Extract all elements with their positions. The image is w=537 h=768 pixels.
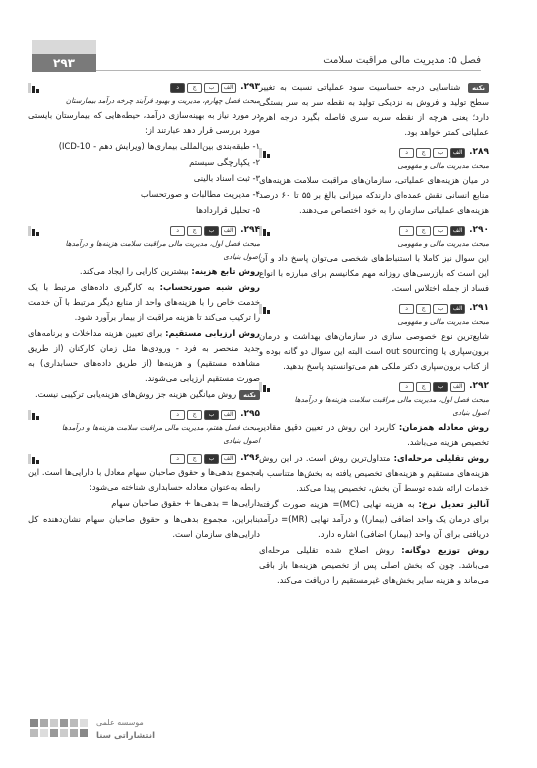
term: روش ارزیابی مستقیم: bbox=[165, 328, 261, 338]
answer-option-badge: د bbox=[170, 410, 185, 420]
answer-option-badge: الف bbox=[221, 454, 236, 464]
answer-option-badge: ب bbox=[433, 148, 448, 158]
term-definition: به کارگیری داده‌های مرتبط با یک خدمت خاص را با هزینه‌های واحد از منابع دیگر مرتبط با آن خدمت را ترکیب می‌کند تا هزینه مراقبت از بیمار برآورد شود. bbox=[28, 282, 260, 322]
answer-text: در مورد نیاز به بهینه‌سازی درآمد، حیطه‌هایی که بیمارستان بایستی مورد بررسی قرار دهد عبارتند از: bbox=[28, 110, 260, 135]
answer-option-badge: ج bbox=[187, 226, 202, 236]
difficulty-bar bbox=[267, 388, 270, 392]
difficulty-bar bbox=[263, 385, 266, 392]
answer-option-badge: ب bbox=[204, 83, 219, 93]
answer-option-badge: ج bbox=[187, 83, 202, 93]
answer-paragraph bbox=[28, 280, 260, 325]
right-column bbox=[259, 80, 489, 589]
answer-option-badge: ب bbox=[204, 410, 219, 420]
difficulty-bar bbox=[36, 460, 39, 464]
answer-paragraph bbox=[28, 264, 260, 279]
chapter-title: فصل ۵: مدیریت مالی مراقبت سلامت bbox=[323, 55, 481, 66]
answer-badges bbox=[399, 304, 465, 314]
term: روش معادله همزمان: bbox=[398, 422, 489, 432]
answer-option-badge: الف bbox=[221, 226, 236, 236]
question-subhead: اصول بنیادی bbox=[452, 408, 489, 417]
answer-option-badge: د bbox=[399, 304, 414, 314]
difficulty-icon bbox=[28, 453, 39, 464]
difficulty-icon bbox=[28, 409, 39, 420]
difficulty-bar bbox=[267, 232, 270, 236]
answer-badges bbox=[399, 226, 465, 236]
header-divider bbox=[96, 70, 481, 71]
answer-badges bbox=[170, 454, 236, 464]
question-header bbox=[259, 379, 489, 393]
question-number: ۲۹۶. bbox=[240, 453, 260, 463]
question-meta: مبحث مدیریت مالی و مفهومی bbox=[397, 161, 489, 170]
term-definition: به هزینه نهایی (MC)= هزینه صورت گرفته برای درمان یک واحد اضافی (بیمار)) و درآمد نهایی (MR)= درآمد دریافتی برای آن واحد (بیمار) اضافی) اشاره دارد. bbox=[259, 499, 489, 539]
answer-option-badge: ج bbox=[187, 410, 202, 420]
question-header bbox=[28, 407, 260, 421]
answer-option-badge: ب bbox=[204, 226, 219, 236]
difficulty-bar bbox=[263, 151, 266, 158]
list-item: ۳- ثبت اسناد بالینی bbox=[193, 173, 260, 183]
question-header bbox=[259, 145, 489, 159]
term-definition: بیشترین کارایی را ایجاد می‌کند. bbox=[79, 266, 192, 276]
question-number: ۲۹۴. bbox=[240, 225, 260, 235]
difficulty-bar bbox=[28, 454, 31, 464]
question-meta: مبحث مدیریت مالی و مفهومی bbox=[397, 239, 489, 248]
answer-option-badge: الف bbox=[450, 382, 465, 392]
difficulty-bar bbox=[36, 89, 39, 93]
difficulty-icon bbox=[259, 147, 270, 158]
term: روش توزیع دوگانه: bbox=[401, 545, 489, 555]
answer-badges bbox=[399, 148, 465, 158]
answer-badges bbox=[170, 410, 236, 420]
answer-option-badge: د bbox=[399, 382, 414, 392]
answer-option-badge: د bbox=[399, 226, 414, 236]
answer-option-badge: الف bbox=[450, 226, 465, 236]
answer-option-badge: ب bbox=[433, 226, 448, 236]
question-number: ۲۸۹. bbox=[469, 147, 489, 157]
answer-paragraph bbox=[259, 451, 489, 496]
answer-option-badge: ج bbox=[416, 148, 431, 158]
page-number: ۲۹۳ bbox=[32, 54, 96, 72]
answer-option-badge: د bbox=[399, 148, 414, 158]
term: روش شبه صورتحساب: bbox=[159, 282, 261, 292]
answer-option-badge: الف bbox=[450, 304, 465, 314]
answer-option-badge: د bbox=[170, 454, 185, 464]
term-definition: روش اصلاح شده تقلیلی مرحله‌ای می‌باشد. چون که بخش اصلی پس از تخصیص هزینه‌ها باز باقی می‌ماند و هزینه‌ سایر بخش‌های غیرمستقیم را دریافت می‌کند. bbox=[259, 545, 489, 585]
answer-text: این سوال نیز کاملا با استنباط‌های شخصی می‌توان پاسخ داد و آن این است که بازرسی‌های روزانه مهم مکانیسم برای مبارزه با انواع فساد از جمله اختلاس است. bbox=[259, 253, 489, 293]
answer-text: مجموع بدهی‌ها و حقوق صاحبان سهام معادل با دارایی‌ها است. این رابطه به‌عنوان معادله حسابداری شناخته می‌شود: bbox=[28, 467, 260, 492]
list-item: ۱- طبقه‌بندی بین‌المللی بیماری‌ها (ویرایش دهم - ICD-10) bbox=[58, 141, 260, 151]
answer-option-badge: ج bbox=[416, 382, 431, 392]
answer-paragraph bbox=[28, 326, 260, 386]
question-number: ۲۹۵. bbox=[240, 409, 260, 419]
formula: دارایی‌ها = بدهی‌ها + حقوق صاحبان سهام bbox=[111, 498, 260, 508]
difficulty-bar bbox=[36, 232, 39, 236]
question-number: ۲۹۲. bbox=[469, 381, 489, 391]
difficulty-bar bbox=[32, 457, 35, 464]
question-subhead: اصول بنیادی bbox=[223, 436, 260, 445]
list-item: ۲- یکپارچگی سیستم bbox=[189, 157, 260, 167]
difficulty-bar bbox=[28, 83, 31, 93]
answer-option-badge: د bbox=[170, 83, 185, 93]
difficulty-icon bbox=[259, 303, 270, 314]
answer-option-badge: ج bbox=[416, 226, 431, 236]
answer-option-badge: ج bbox=[416, 304, 431, 314]
difficulty-bar bbox=[32, 413, 35, 420]
question-header bbox=[259, 223, 489, 237]
term: روش تقلیلی مرحله‌ای: bbox=[393, 453, 489, 463]
question-number: ۲۹۳. bbox=[240, 82, 260, 92]
list-item: ۴- مدیریت مطالبات و صورتحساب bbox=[140, 189, 260, 199]
difficulty-bar bbox=[32, 229, 35, 236]
difficulty-bar bbox=[263, 229, 266, 236]
answer-badges bbox=[170, 226, 236, 236]
answer-option-badge: الف bbox=[221, 83, 236, 93]
publisher-name-line1: موسسه علمی bbox=[96, 718, 144, 727]
term: روش تابع هزینه: bbox=[191, 266, 260, 276]
answer-text: شایع‌ترین نوع خصوصی سازی در سازمان‌های بهداشت و درمان برون‌سپاری یا out sourcing است البته این سوال دو گانه بوده و از کتاب برون‌سپاری دکتر ملکی هم می‌توانستید پاسخ بدهید. bbox=[259, 331, 489, 371]
note-text: روش میانگین هزینه جز روش‌های هزینه‌یابی ترکیبی نیست. bbox=[35, 389, 237, 399]
answer-option-badge: د bbox=[170, 226, 185, 236]
question-header bbox=[28, 451, 260, 465]
answer-option-badge: ج bbox=[187, 454, 202, 464]
question-header bbox=[28, 80, 260, 94]
question-meta: مبحث فصل اول، مدیریت مالی مراقبت سلامت هزینه‌ها و درآمدها bbox=[294, 395, 489, 404]
question-number: ۲۹۱. bbox=[469, 303, 489, 313]
question-meta: مبحث مدیریت مالی و مفهومی bbox=[397, 317, 489, 326]
answer-paragraph bbox=[259, 497, 489, 542]
difficulty-bar bbox=[263, 307, 266, 314]
note-tag: نکته bbox=[468, 83, 489, 93]
question-meta: مبحث فصل هفتم، مدیریت مالی مراقبت سلامت هزینه‌ها و درآمدها bbox=[61, 423, 260, 432]
question-meta: مبحث فصل اول، مدیریت مالی مراقبت سلامت هزینه‌ها و درآمدها bbox=[65, 239, 260, 248]
difficulty-bar bbox=[36, 416, 39, 420]
list-item: ۵- تحلیل قراردادها bbox=[196, 205, 260, 215]
question-header bbox=[28, 223, 260, 237]
term-definition: برای تعیین هزینه مداخلات و برنامه‌های جدید منحصر به فرد - ورودی‌ها مثل زمان کارکنان (از طریق مشاهده مستقیم) و هزینه‌ها (از طریق داده‌های حسابداری) به صورت مستقیم ارزیابی می‌شوند. bbox=[28, 328, 260, 383]
answer-badges bbox=[170, 83, 236, 93]
difficulty-bar bbox=[28, 410, 31, 420]
answer-option-badge: الف bbox=[221, 410, 236, 420]
difficulty-bar bbox=[267, 310, 270, 314]
publisher-name-line2: انتشاراتی سنا bbox=[96, 731, 155, 741]
term-definition: متداول‌ترین روش است. در این روش هزینه‌های مستقیم و هزینه‌های تخصیص یافته به بخش‌ها متناسب با خدمات ارائه شده توسط آن بخش، تخصیص پیدا می‌کند. bbox=[259, 453, 489, 493]
answer-option-badge: ب bbox=[433, 304, 448, 314]
answer-text: در میان هزینه‌های عملیاتی، سازمان‌های مراقبت سلامت هزینه‌های منابع انسانی نقش عمده‌ای دارند‌که میزانی بالغ بر ۵۵ تا ۶۰ درصد هزینه‌های عملیاتی سازمان را به خود اختصاص می‌دهند. bbox=[259, 175, 489, 215]
difficulty-bar bbox=[32, 86, 35, 93]
question-header bbox=[259, 301, 489, 315]
note-tag: نکته bbox=[239, 390, 260, 400]
difficulty-bar bbox=[28, 226, 31, 236]
answer-option-badge: ب bbox=[204, 454, 219, 464]
difficulty-icon bbox=[259, 225, 270, 236]
intro-text: شناسایی درجه حساسیت سود عملیاتی نسبت به تغییر سطح تولید و فروش به نزدیکی تولید به نقطه سر به سر بستگی دارد؛ یعنی هرچه از نقطه سربه سری فاصله بگیرد درجه اهرم عملیاتی کمتر خواهد بود. bbox=[259, 82, 489, 137]
answer-paragraph bbox=[259, 543, 489, 588]
difficulty-icon bbox=[28, 82, 39, 93]
intro-note bbox=[259, 80, 489, 140]
answer-option-badge: الف bbox=[450, 148, 465, 158]
answer-badges bbox=[399, 382, 465, 392]
difficulty-bar bbox=[267, 154, 270, 158]
question-subhead: اصول بنیادی bbox=[223, 252, 260, 261]
answer-paragraph bbox=[259, 420, 489, 450]
answer-option-badge: ب bbox=[433, 382, 448, 392]
left-column bbox=[28, 80, 260, 543]
answer-text: بنابراین، مجموع بدهی‌ها و حقوق صاحبان سهام نشان‌دهنده کل دارایی‌های سازمان است. bbox=[28, 514, 260, 539]
term-definition: کاربرد این روش در تعیین دقیق مقادیر تخصیص هزینه می‌باشد. bbox=[259, 422, 489, 447]
term: آنالیز تعدیل نرخ: bbox=[418, 499, 489, 509]
note-paragraph bbox=[28, 387, 260, 402]
difficulty-icon bbox=[28, 225, 39, 236]
question-meta: مبحث فصل چهارم، مدیریت و بهبود فرآیند چرخه درآمد بیمارستان bbox=[65, 96, 260, 105]
question-number: ۲۹۰. bbox=[469, 225, 489, 235]
difficulty-icon bbox=[259, 381, 270, 392]
